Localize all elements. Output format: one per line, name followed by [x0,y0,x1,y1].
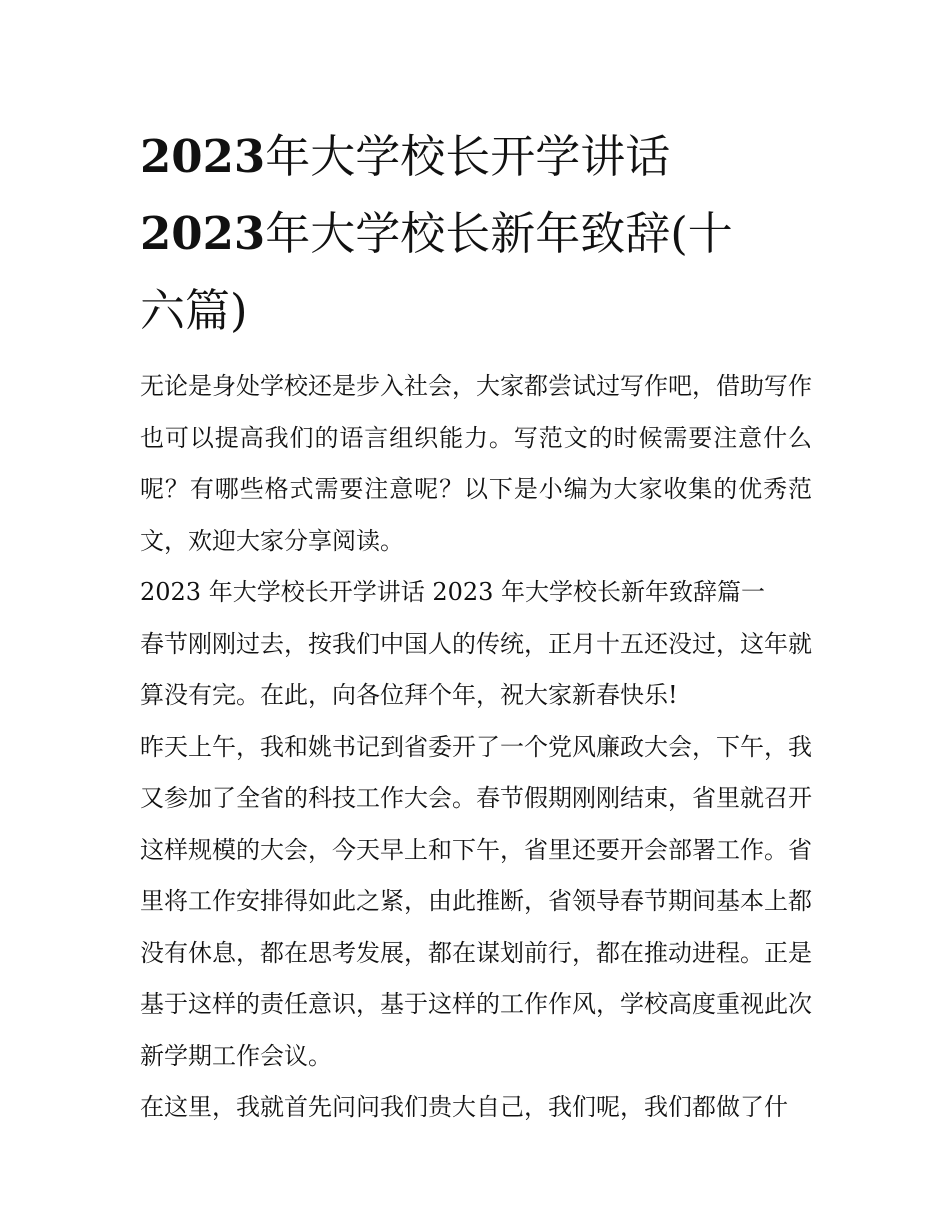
document-page [140,118,812,1134]
body-paragraph: 昨天上午，我和姚书记到省委开了一个党风廉政大会，下午，我又参加了全省的科技工作大会。春节假期刚刚结束，省里就召开这样规模的大会，今天早上和下午，省里还要开会部署工作。省里将工作安排得如此之紧，由此推断，省领导春节期间基本上都没有休息，都在思考发展，都在谋划前行，都在推动进程。正是基于这样的责任意识，基于这样的工作作风，学校高度重视此次新学期工作会议。 [140,732,812,1070]
intro-paragraph: 无论是身处学校还是步入社会，大家都尝试过写作吧，借助写作也可以提高我们的语言组织能力。写范文的时候需要注意什么呢？有哪些格式需要注意呢？以下是小编为大家收集的优秀范文，欢迎大家分享阅读。 [140,372,812,555]
section-heading: 2023 年大学校长开学讲话 2023 年大学校长新年致辞篇一 [140,578,766,606]
title-line-1: 2023年大学校长开学讲话 [140,130,671,183]
body-paragraph: 在这里，我就首先问问我们贵大自己，我们呢，我们都做了什 [140,1093,788,1121]
body-paragraph: 春节刚刚过去，按我们中国人的传统，正月十五还没过，这年就算没有完。在此，向各位拜个年，祝大家新春快乐! [140,629,812,709]
document-body [140,361,812,1134]
document-title [140,118,812,349]
title-line-3: 六篇) [140,284,248,337]
title-line-2: 2023年大学校长新年致辞(十 [140,207,733,260]
